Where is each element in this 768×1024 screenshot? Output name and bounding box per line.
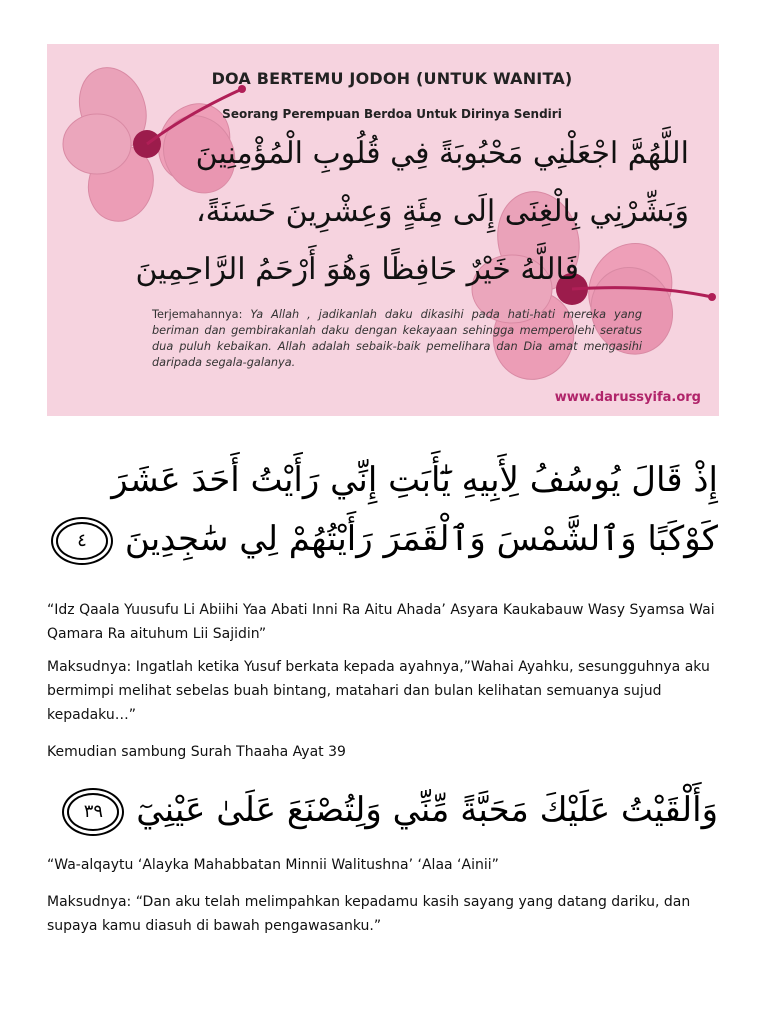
- banner-arabic-line-2: وَبَشِّرْنِي بِالْغِنَى إِلَى مِئَةٍ وَعِشْرِينَ حَسَنَةً،: [195, 194, 689, 229]
- banner-title: DOA BERTEMU JODOH (UNTUK WANITA): [211, 69, 573, 88]
- meaning-thaaha: Maksudnya: “Dan aku telah melimpahkan kepadamu kasih sayang yang datang dariku, dan supaya kamu diasuh di bawah pengawasanku.”: [47, 894, 691, 934]
- banner-subtitle: Seorang Perempuan Berdoa Untuk Dirinya Sendiri: [222, 107, 562, 121]
- translation-text: Ya Allah , jadikanlah daku dikasihi pada hati-hati mereka yang beriman dan gembirakanlah daku dengan kekayaan sehingga memperolehi seratus dua puluh kebaikan. Allah adalah sebaik-baik pemelihara dan Dia amat mengasihi daripada segala-galanya.: [152, 308, 642, 369]
- ayah-thaaha-text: وَأَلْقَيْتُ عَلَيْكَ مَحَبَّةً مِّنِّي وَلِتُصْنَعَ عَلَىٰ عَيْنِيٓ: [136, 790, 718, 830]
- quran-ayah-yusuf-line-1: إِذْ قَالَ يُوسُفُ لِأَبِيهِ يَٰٓأَبَتِ إِنِّي رَأَيْتُ أَحَدَ عَشَرَ: [111, 460, 718, 500]
- ayah-yusuf-text: كَوْكَبًا وَٱلشَّمْسَ وَٱلْقَمَرَ رَأَيْتُهُمْ لِي سَٰجِدِينَ: [124, 519, 718, 559]
- transliteration-yusuf: “Idz Qaala Yuusufu Li Abiihi Yaa Abati Inni Ra Aitu Ahada’ Asyara Kaukabauw Wasy Syamsa Wai Qamara Ra aituhum Lii Sajidin”: [47, 602, 715, 642]
- banner-arabic-line-1: اللَّهُمَّ اجْعَلْنِي مَحْبُوبَةً فِي قُلُوبِ الْمُؤْمِنِينَ: [195, 136, 689, 171]
- website-url[interactable]: www.darussyifa.org: [554, 390, 701, 405]
- continue-instruction: Kemudian sambung Surah Thaaha Ayat 39: [47, 744, 346, 760]
- translation-label: Terjemahannya:: [152, 308, 243, 321]
- banner-translation: [152, 307, 642, 371]
- banner-arabic-line-3: فَاللَّهُ خَيْرٌ حَافِظًا وَهُوَ أَرْحَمُ الرَّاحِمِينَ: [135, 252, 579, 287]
- prayer-banner-image: [47, 44, 719, 416]
- meaning-yusuf: Maksudnya: Ingatlah ketika Yusuf berkata kepada ayahnya,”Wahai Ayahku, sesungguhnya aku bermimpi melihat sebelas buah bintang, matahari dan bulan kelihatan semuanya sujud kepadaku…”: [47, 659, 710, 723]
- quran-ayah-yusuf-line-2: [50, 518, 718, 560]
- quran-ayah-thaaha: [61, 790, 718, 831]
- transliteration-thaaha: “Wa-alqaytu ‘Alayka Mahabbatan Minnii Walitushna’ ‘Alaa ‘Ainii”: [47, 857, 499, 873]
- ayah-number-marker: ٤: [56, 522, 108, 560]
- ayah-number-marker: ٣٩: [67, 793, 119, 831]
